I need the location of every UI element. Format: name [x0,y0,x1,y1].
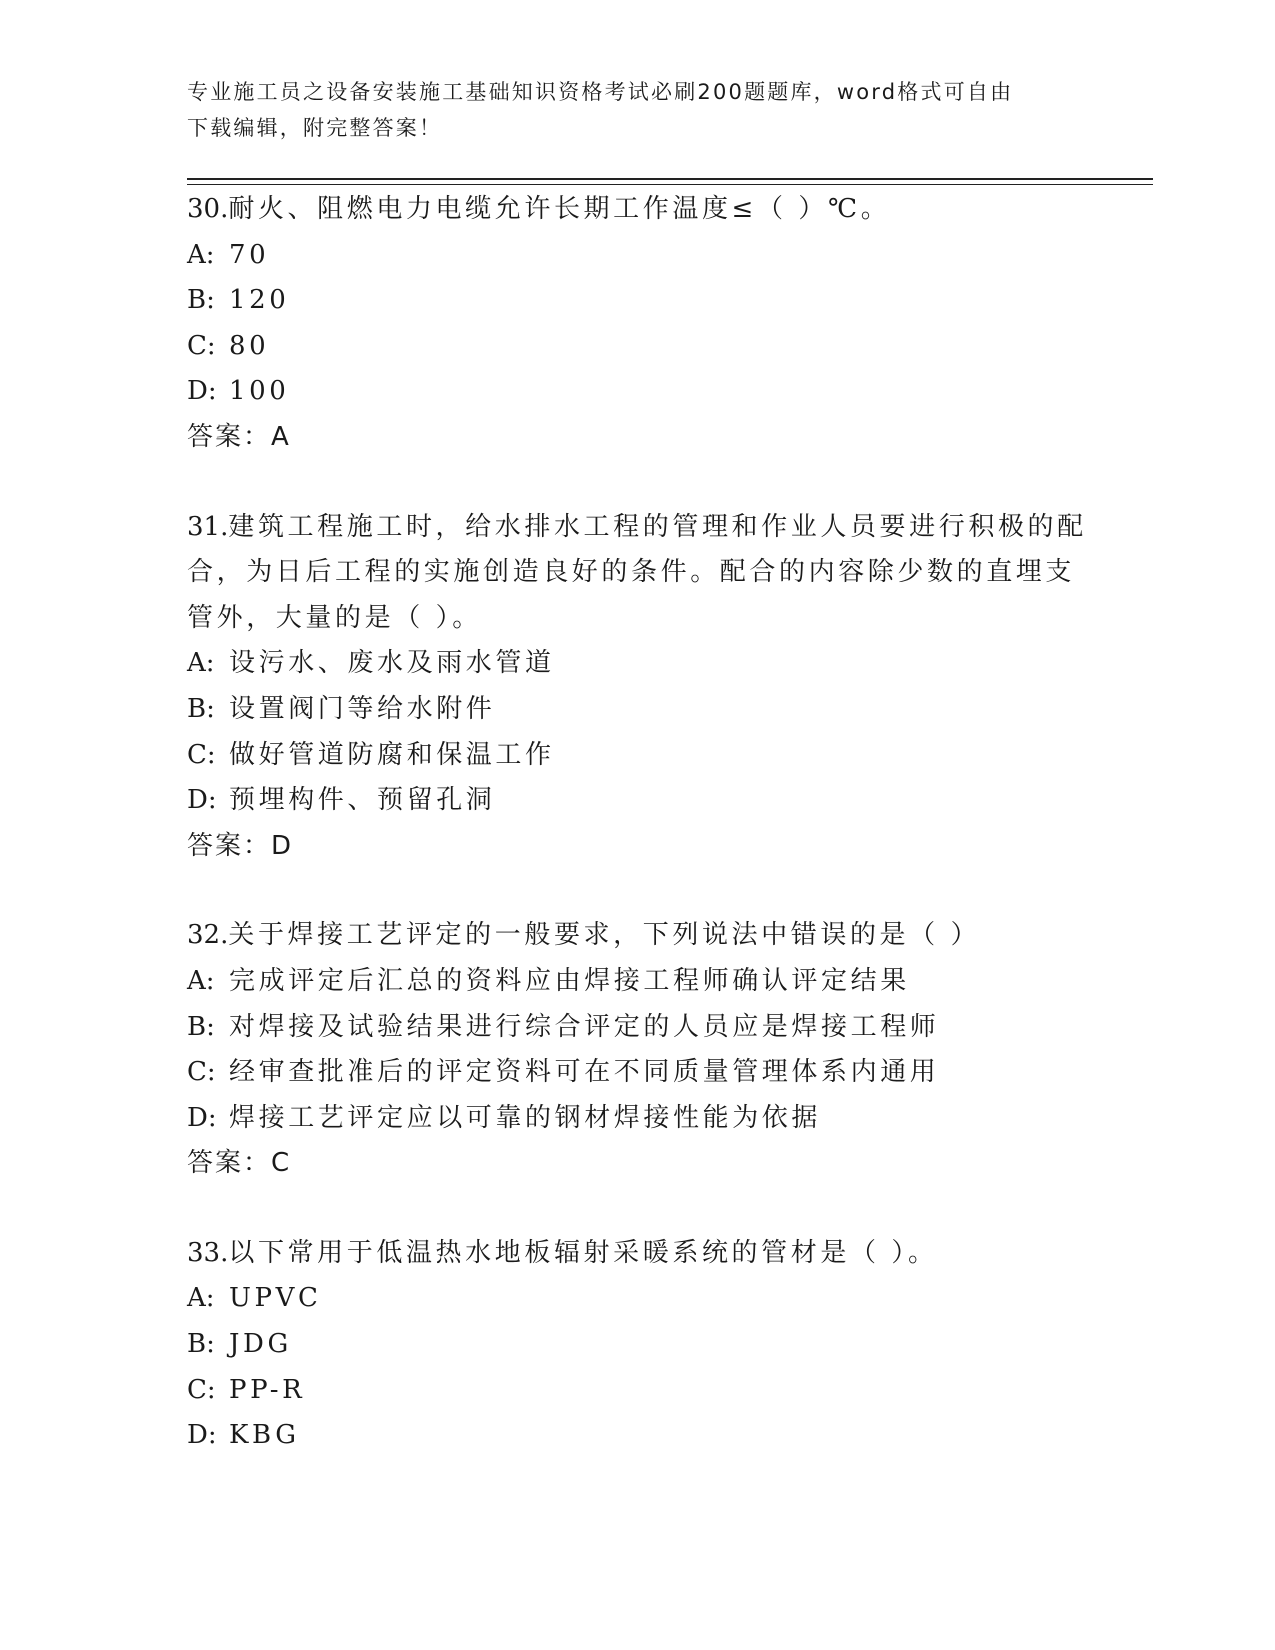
option-letter: D: [187,1420,217,1451]
option-text: 完成评定后汇总的资料应由焊接工程师确认评定结果 [229,965,910,996]
question-31 [187,505,1087,870]
option-c [187,1368,1087,1414]
question-32 [187,913,1087,1187]
option-d [187,778,1087,824]
option-d [187,369,1087,415]
option-text: 设污水、废水及雨水管道 [229,648,555,679]
option-b [187,687,1087,733]
option-c [187,733,1087,779]
question-list [187,187,1087,1459]
option-text: UPVC [229,1283,322,1314]
option-b [187,278,1087,324]
question-number: 31. [187,511,229,542]
option-letter: C: [187,1374,216,1405]
option-text: 经审查批准后的评定资料可在不同质量管理体系内通用 [229,1057,940,1088]
question-number: 32. [187,920,229,951]
question-number: 30. [187,194,229,224]
question-stem-line: 关于焊接工艺评定的一般要求，下列说法中错误的是（ ） [228,920,981,951]
option-letter: D: [187,785,217,816]
question-33 [187,1231,1087,1459]
option-letter: B: [187,285,215,316]
header-line-2: 下载编辑，附完整答案！ [187,116,443,140]
option-text: 焊接工艺评定应以可靠的钢材焊接性能为依据 [229,1102,822,1133]
option-text: 100 [229,376,290,407]
option-letter: C: [187,1057,216,1088]
question-stem-line: 合，为日后工程的实施创造良好的条件。配合的内容除少数的直埋支 [187,557,1076,588]
option-d [187,1413,1087,1459]
option-text: 80 [229,330,270,361]
option-text: 设置阀门等给水附件 [229,693,496,724]
question-stem-line: 耐火、阻燃电力电缆允许长期工作温度≤（ ）℃。 [228,194,891,224]
option-a [187,1276,1087,1322]
question-stem [187,187,1087,233]
question-stem-line: 以下常用于低温热水地板辐射采暖系统的管材是（ ）。 [228,1237,938,1268]
option-letter: D: [187,1102,217,1133]
question-30 [187,187,1087,461]
option-text: KBG [229,1420,300,1451]
option-letter: C: [187,739,216,770]
document-header [187,74,1067,146]
question-stem [187,913,1087,959]
option-text: 做好管道防腐和保温工作 [229,739,555,770]
answer-line: 答案：D [187,830,294,861]
option-text: 120 [229,285,290,316]
option-letter: A: [187,965,215,996]
option-letter: B: [187,1011,215,1042]
option-a [187,959,1087,1005]
option-text: 预埋构件、预留孔洞 [229,785,496,816]
answer-line: 答案：C [187,1148,292,1179]
option-c [187,1050,1087,1096]
option-letter: D: [187,376,217,407]
question-stem [187,505,1087,551]
answer-line: 答案：A [187,421,291,452]
option-letter: A: [187,239,215,270]
option-letter: A: [187,1283,215,1314]
option-d [187,1096,1087,1142]
option-b [187,1005,1087,1051]
option-letter: A: [187,648,215,679]
option-text: JDG [229,1329,292,1360]
option-text: PP-R [229,1374,306,1405]
option-letter: B: [187,1329,215,1360]
question-stem [187,1231,1087,1277]
header-divider [187,178,1153,185]
option-letter: B: [187,693,215,724]
option-text: 对焊接及试验结果进行综合评定的人员应是焊接工程师 [229,1011,940,1042]
option-letter: C: [187,330,216,361]
option-a [187,233,1087,279]
option-c [187,324,1087,370]
option-a [187,641,1087,687]
question-stem-line: 管外，大量的是（ ）。 [187,602,482,633]
header-line-1: 专业施工员之设备安装施工基础知识资格考试必刷200题题库，word格式可自由 [187,80,1014,104]
option-text: 70 [229,239,270,270]
question-stem-line: 建筑工程施工时，给水排水工程的管理和作业人员要进行积极的配 [228,511,1087,542]
question-number: 33. [187,1237,229,1268]
option-b [187,1322,1087,1368]
